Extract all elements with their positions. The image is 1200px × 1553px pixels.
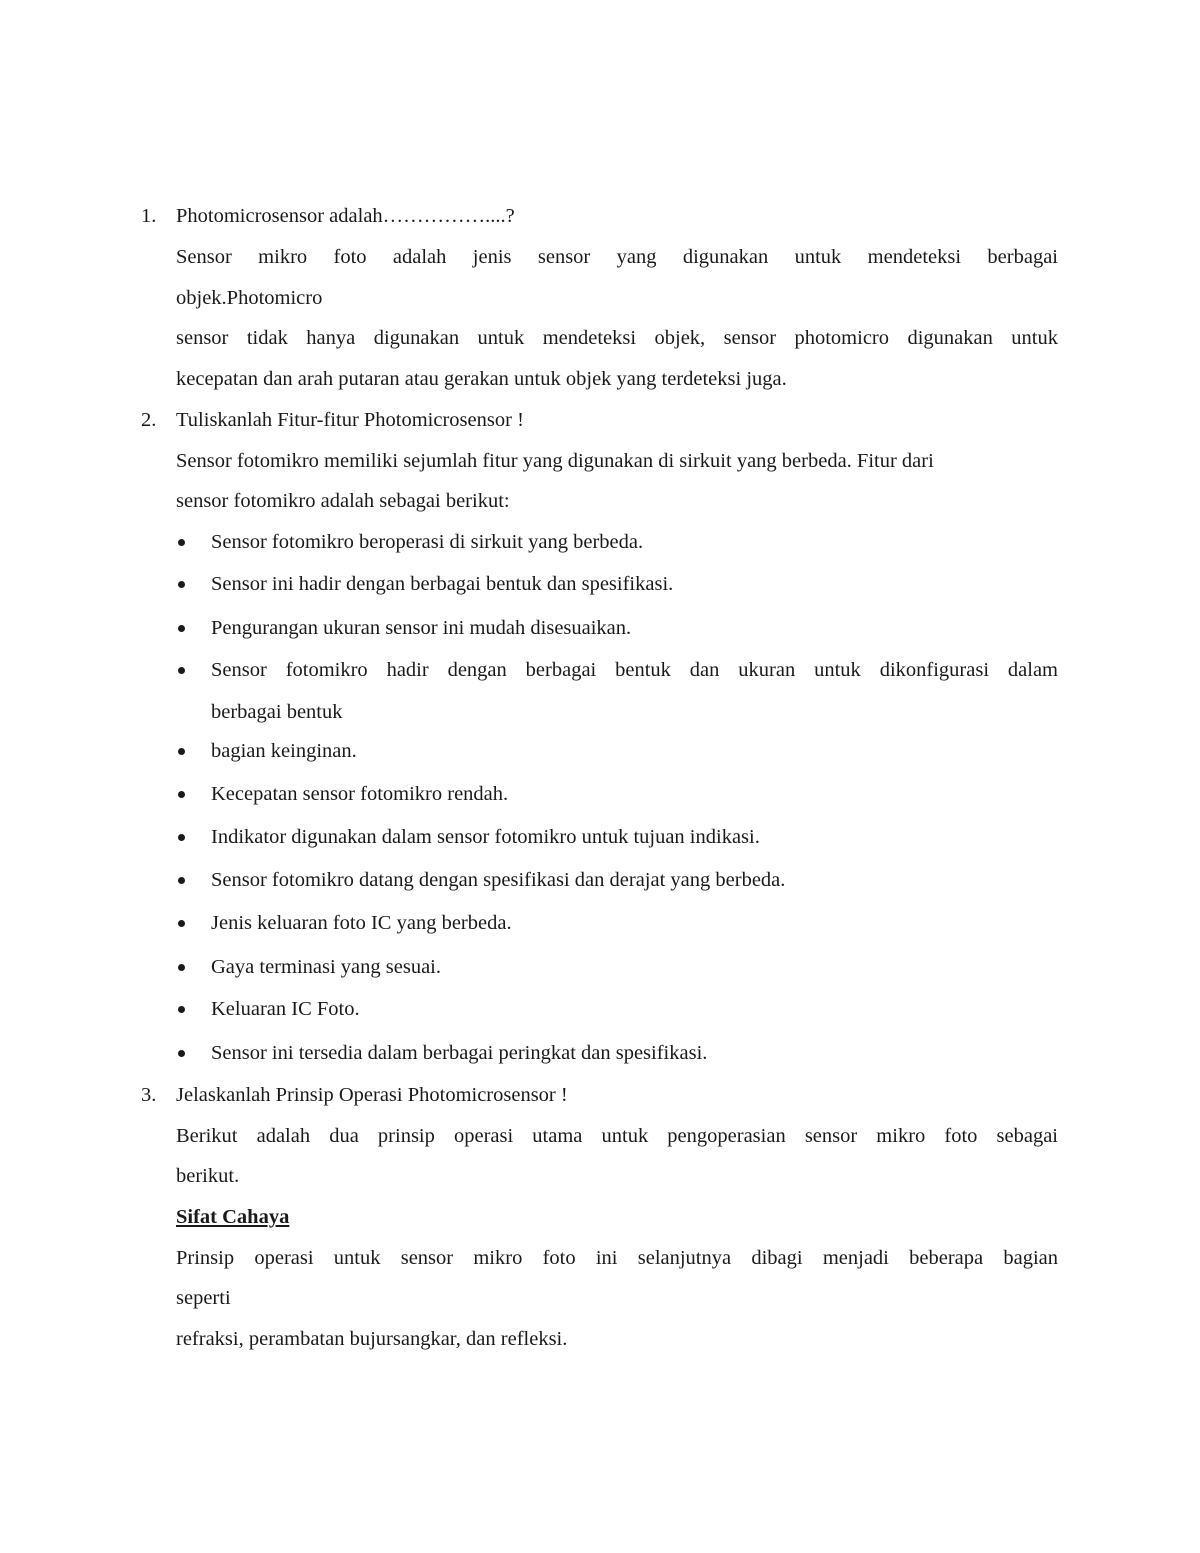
- bullet-dot: [178, 834, 185, 841]
- question-number-2: 2.: [141, 409, 157, 431]
- question-number-1: 1.: [141, 205, 157, 227]
- bullet-item: bagian keinginan.: [211, 740, 357, 762]
- question-3-text: Jelaskanlah Prinsip Operasi Photomicrosensor !: [176, 1084, 568, 1106]
- answer-3-line-1: Berikut adalah dua prinsip operasi utama untuk pengoperasian sensor mikro foto sebagai: [176, 1125, 1058, 1147]
- question-1-text: Photomicrosensor adalah……………....?: [176, 205, 515, 227]
- question-2-text: Tuliskanlah Fitur-fitur Photomicrosensor !: [176, 409, 524, 431]
- answer-1-line-1: Sensor mikro foto adalah jenis sensor yang digunakan untuk mendeteksi berbagai: [176, 246, 1058, 268]
- bullet-dot: [178, 1050, 185, 1057]
- bullet-item: Indikator digunakan dalam sensor fotomikro untuk tujuan indikasi.: [211, 826, 760, 848]
- bullet-dot: [178, 877, 185, 884]
- answer-2-line-1: Sensor fotomikro memiliki sejumlah fitur yang digunakan di sirkuit yang berbeda. Fitur dari: [176, 450, 934, 472]
- answer-3-line-2: berikut.: [176, 1165, 240, 1187]
- answer-1-line-2: objek.Photomicro: [176, 287, 323, 309]
- bullet-item: Pengurangan ukuran sensor ini mudah disesuaikan.: [211, 617, 632, 639]
- section-line-3: refraksi, perambatan bujursangkar, dan refleksi.: [176, 1328, 568, 1350]
- bullet-dot: [178, 667, 185, 674]
- bullet-dot: [178, 748, 185, 755]
- section-line-2: seperti: [176, 1287, 231, 1309]
- bullet-dot: [178, 1006, 185, 1013]
- bullet-item-continuation: berbagai bentuk: [211, 701, 343, 723]
- answer-1-line-4: kecepatan dan arah putaran atau gerakan untuk objek yang terdeteksi juga.: [176, 368, 787, 390]
- bullet-item: Jenis keluaran foto IC yang berbeda.: [211, 912, 512, 934]
- bullet-item: Keluaran IC Foto.: [211, 998, 360, 1020]
- bullet-item: Kecepatan sensor fotomikro rendah.: [211, 783, 509, 805]
- bullet-dot: [178, 964, 185, 971]
- section-heading: Sifat Cahaya: [176, 1206, 290, 1228]
- bullet-dot: [178, 920, 185, 927]
- bullet-item: Sensor fotomikro beroperasi di sirkuit yang berbeda.: [211, 531, 644, 553]
- answer-2-line-2: sensor fotomikro adalah sebagai berikut:: [176, 490, 510, 512]
- bullet-item: Sensor ini hadir dengan berbagai bentuk dan spesifikasi.: [211, 573, 674, 595]
- bullet-dot: [178, 625, 185, 632]
- question-number-3: 3.: [141, 1084, 157, 1106]
- bullet-item: Gaya terminasi yang sesuai.: [211, 956, 441, 978]
- bullet-dot: [178, 791, 185, 798]
- bullet-item: Sensor ini tersedia dalam berbagai peringkat dan spesifikasi.: [211, 1042, 708, 1064]
- bullet-dot: [178, 581, 185, 588]
- bullet-dot: [178, 539, 185, 546]
- answer-1-line-3: sensor tidak hanya digunakan untuk mendeteksi objek, sensor photomicro digunakan untuk: [176, 327, 1058, 349]
- section-line-1: Prinsip operasi untuk sensor mikro foto ini selanjutnya dibagi menjadi beberapa bagian: [176, 1247, 1058, 1269]
- bullet-item: Sensor fotomikro hadir dengan berbagai bentuk dan ukuran untuk dikonfigurasi dalam: [211, 659, 1058, 681]
- bullet-item: Sensor fotomikro datang dengan spesifikasi dan derajat yang berbeda.: [211, 869, 786, 891]
